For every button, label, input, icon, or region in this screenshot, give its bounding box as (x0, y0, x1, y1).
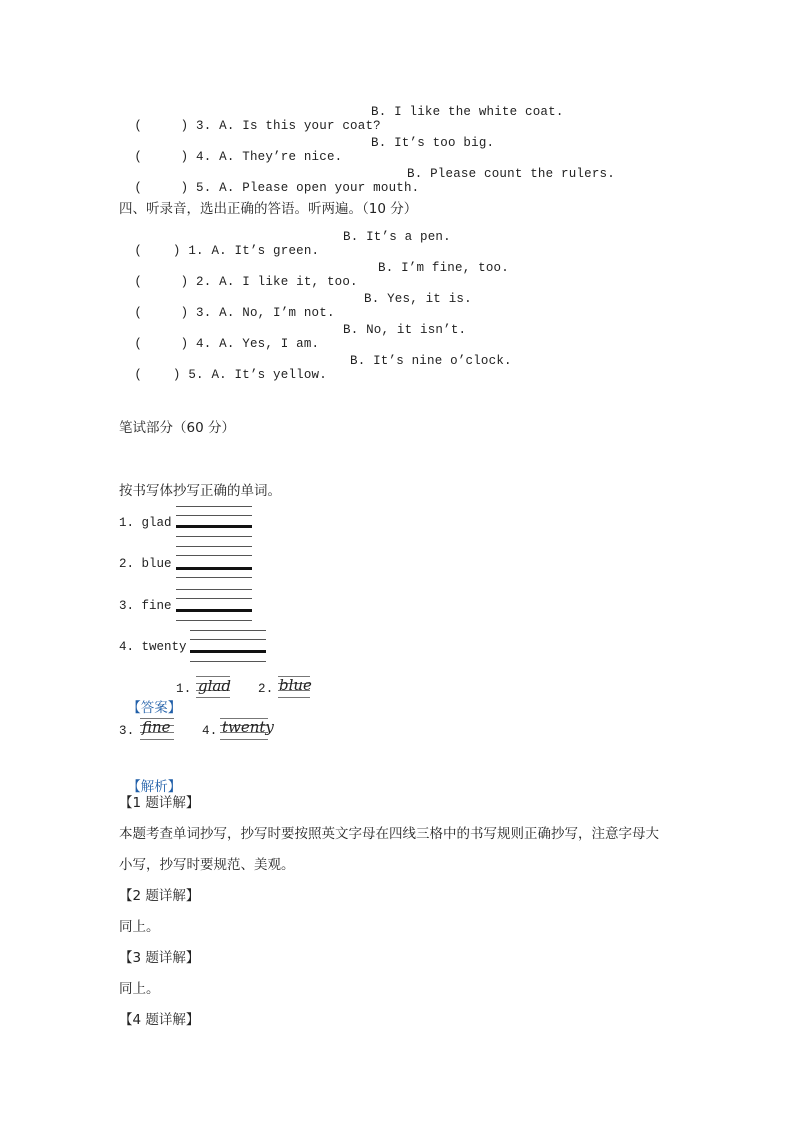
option-a: A. It’s green. (211, 244, 320, 258)
written-part-heading: 笔试部分（60 分） (119, 420, 235, 436)
question-row: ( ) 1. A. It’s green. (134, 244, 320, 258)
q3-title: 【3 题详解】 (119, 950, 200, 966)
option-b: B. No, it isn’t. (343, 323, 467, 337)
answer-num: 2. (258, 682, 274, 696)
answer-row (119, 681, 181, 716)
four-line-grid (176, 506, 252, 540)
answer-num: 4. (202, 724, 218, 738)
q4-title: 【4 题详解】 (119, 1012, 200, 1028)
copy-word-label: 2. blue (119, 557, 172, 571)
option-a: A. Yes, I am. (219, 337, 320, 351)
option-a: A. I like it, too. (219, 275, 358, 289)
answer-paren: ( ) (134, 368, 181, 382)
option-b: B. It’s a pen. (343, 230, 451, 244)
copy-word-label: 3. fine (119, 599, 172, 613)
option-b: B. It’s too big. (371, 136, 495, 150)
q3-text: 同上。 (119, 981, 160, 997)
handwritten-answer: twenty (222, 718, 274, 736)
answer-num: 3. (119, 724, 135, 738)
section-heading: 四、听录音，选出正确的答语。听两遍。（10 分） (119, 201, 418, 217)
q1-text-cont: 小写，抄写时要规范、美观。 (119, 857, 295, 873)
option-b: B. I’m fine, too. (378, 261, 509, 275)
answer-num: 1. (176, 682, 192, 696)
question-row: ( ) 5. A. Please open your mouth. (134, 181, 420, 195)
question-row: ( ) 3. A. Is this your coat? (134, 119, 381, 133)
option-a: A. Please open your mouth. (219, 181, 420, 195)
answer-paren: ( ) (134, 150, 189, 164)
option-a: A. They’re nice. (219, 150, 343, 164)
question-row: ( ) 5. A. It’s yellow. (134, 368, 327, 382)
analysis-tag: 【解析】 (127, 779, 182, 795)
handwritten-answer: glad (198, 677, 231, 695)
handwritten-answer: blue (279, 676, 312, 694)
q1-title: 【1 题详解】 (119, 795, 200, 811)
question-row: ( ) 2. A. I like it, too. (134, 275, 358, 289)
four-line-grid (176, 589, 252, 623)
four-line-grid (176, 546, 252, 580)
option-b: B. Please count the rulers. (407, 167, 615, 181)
question-row: ( ) 4. A. They’re nice. (134, 150, 343, 164)
q2-text: 同上。 (119, 919, 160, 935)
four-line-grid (190, 630, 266, 664)
option-a: A. No, I’m not. (219, 306, 335, 320)
option-a: A. It’s yellow. (211, 368, 327, 382)
q1-text: 本题考查单词抄写，抄写时要按照英文字母在四线三格中的书写规则正确抄写，注意字母大 (119, 826, 659, 842)
option-b: B. I like the white coat. (371, 105, 564, 119)
option-b: B. Yes, it is. (364, 292, 472, 306)
copy-instruction: 按书写体抄写正确的单词。 (119, 483, 281, 499)
copy-word-label: 4. twenty (119, 640, 187, 654)
option-b: B. It’s nine o’clock. (350, 354, 512, 368)
answer-paren: ( ) (134, 306, 189, 320)
question-row: ( ) 3. A. No, I’m not. (134, 306, 335, 320)
question-row: ( ) 4. A. Yes, I am. (134, 337, 320, 351)
answer-tag: 【答案】 (127, 700, 182, 716)
answer-paren: ( ) (134, 119, 189, 133)
q2-title: 【2 题详解】 (119, 888, 200, 904)
answer-paren: ( ) (134, 275, 189, 289)
copy-word-label: 1. glad (119, 516, 172, 530)
answer-paren: ( ) (134, 337, 189, 351)
option-a: A. Is this your coat? (219, 119, 381, 133)
handwritten-answer: fine (142, 718, 171, 736)
answer-paren: ( ) (134, 181, 189, 195)
answer-paren: ( ) (134, 244, 181, 258)
